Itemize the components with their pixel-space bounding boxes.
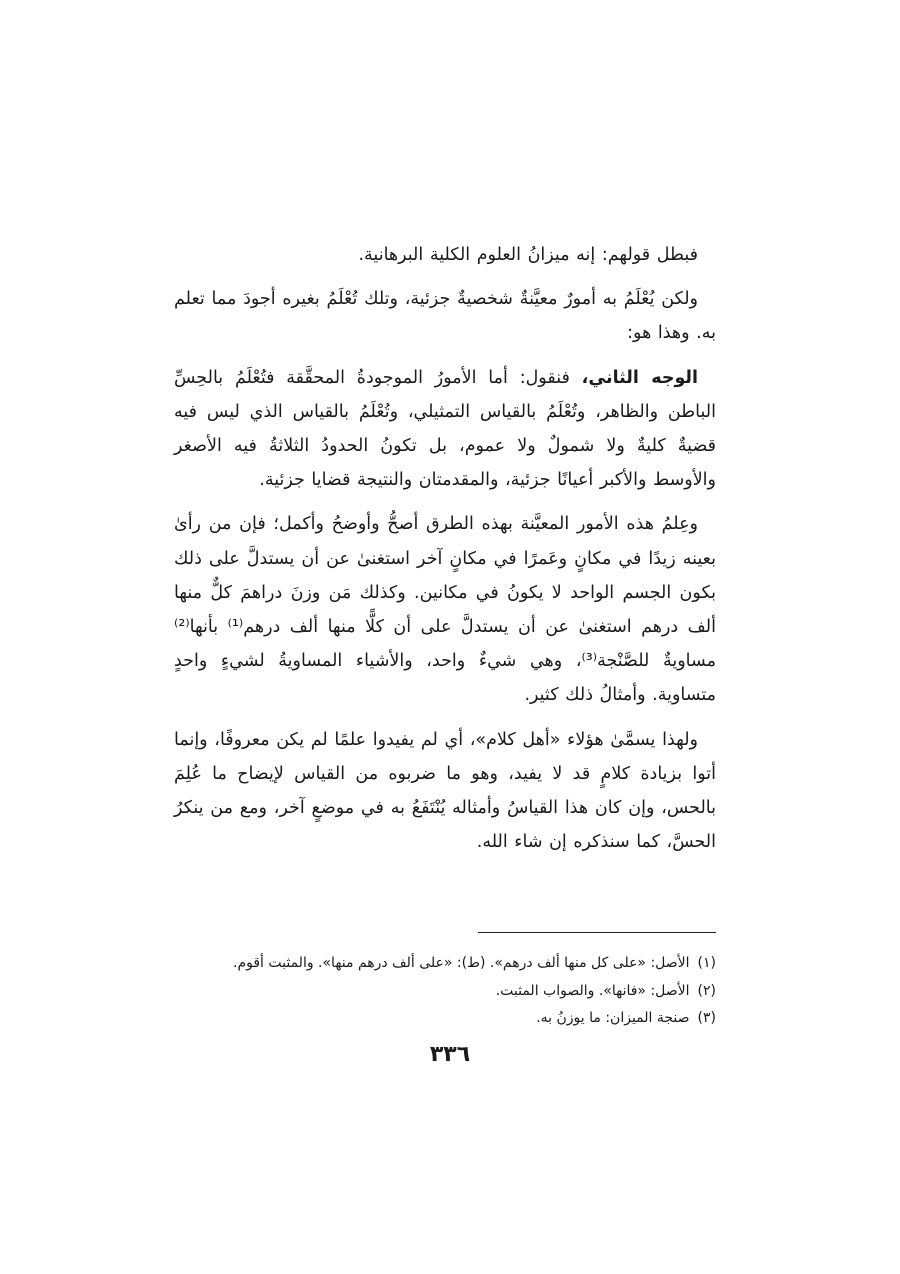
footnote-divider	[478, 932, 716, 933]
footnote-2	[174, 978, 716, 1006]
footnote-1	[174, 950, 716, 978]
footnote-number: (١)	[697, 955, 716, 971]
section-heading-second-aspect: الوجه الثاني،	[581, 367, 698, 388]
main-text	[174, 238, 716, 869]
paragraph-1: فبطل قولهم: إنه ميزانُ العلوم الكلية البرهانية.	[358, 245, 698, 265]
footnote-text: الأصل: «على كل منها ألف درهم». (ط): «على ألف درهم منها». والمثبت أقوم.	[233, 955, 690, 971]
footnote-text: صنجة الميزان: ما يوزنُ به.	[536, 1010, 690, 1026]
footnote-number: (٢)	[697, 982, 716, 999]
page-number: ٣٣٦	[429, 1042, 471, 1067]
footnotes	[174, 950, 716, 1033]
paragraph-5: ولهذا يسمَّىٰ هؤلاء «أهل كلام»، أي لم يفيدوا علمًا لم يكن معروفًا، وإنما أتوا بزيادة كلامٍ قد لا يفيد، وهو ما ضربوه من القياس لإيضاح ما عُلِمَ بالحس، وإن كان هذا القياسُ وأمثاله يُنْتَفَعُ به في موضعٍ آخر، ومع من ينكرُ الحسَّ، كما سنذكره إن شاء الله.	[174, 729, 716, 853]
paragraph-2: ولكن يُعْلَمُ به أمورٌ معيَّنةٌ شخصيةٌ جزئية، وتلك تُعْلَمُ بغيره أجودَ مما تعلم به. وهذا هو:	[174, 289, 716, 344]
paragraph-4: وعِلمُ هذه الأمور المعيَّنة بهذه الطرق أصحُّ وأوضحُ وأكمل؛ فإن من رأىٰ بعينه زيدًا في مكانٍ وعَمرًا في مكانٍ آخر استغنىٰ عن أن يستدلَّ على ذلك بكون الجسم الواحد لا يكونُ في مكانين. وكذلك مَن وزنَ دراهمَ كلٌّ منها ألف درهم استغنىٰ عن أن يستدلَّ على أن كلًّا منها ألف درهم⁽¹⁾ بأنها⁽²⁾ مساويةٌ للصَّنْجة⁽³⁾، وهي شيءٌ واحد، والأشياء المساويةُ لشيءٍ واحدٍ متساوية. وأمثالُ ذلك كثير.	[174, 514, 716, 706]
paragraph-3-text: فنقول: أما الأمورُ الموجودةُ المحقَّقة فتُعْلَمُ بالحِسِّ الباطن والظاهر، وتُعْلَمُ بالقياس التمثيلي، وتُعْلَمُ بالقياس الذي ليس فيه قضيةٌ كليةٌ ولا شمولٌ ولا عموم، بل تكونُ الحدودُ الثلاثةُ فيه الأصغر والأوسط والأكبر أعيانًا جزئية، والمقدمتان والنتيجة قضايا جزئية.	[174, 367, 716, 491]
footnote-3	[174, 1005, 716, 1033]
footnote-text: الأصل: «فانها». والصواب المثبت.	[495, 982, 690, 999]
paragraph-3	[174, 361, 716, 498]
footnote-number: (٣)	[697, 1010, 716, 1026]
